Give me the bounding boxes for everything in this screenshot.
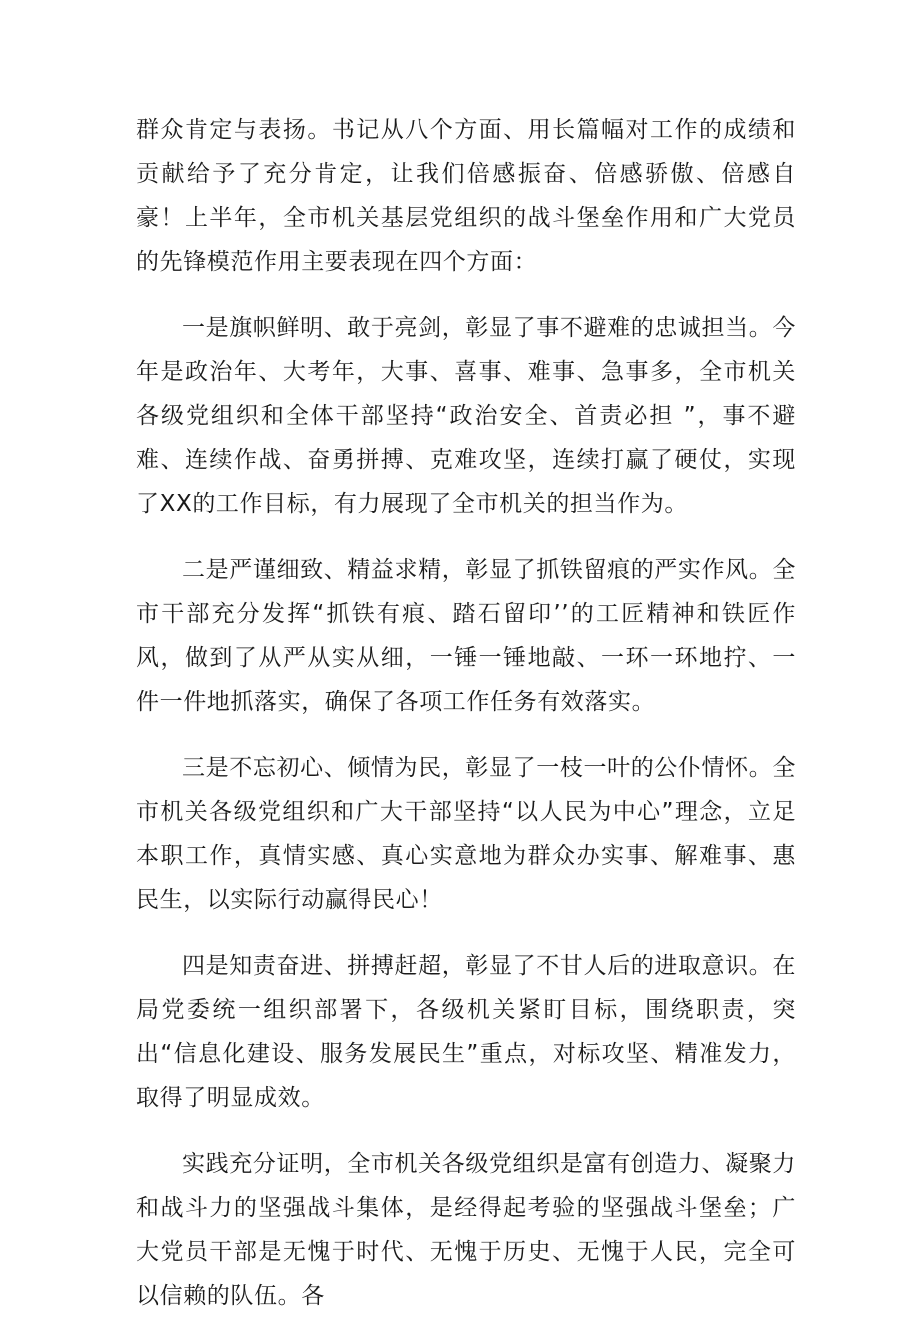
paragraph-point-one: 一是旗帜鲜明、敢于亮剑，彰显了事不避难的忠诚担当。今年是政治年、大考年，大事、喜事、难事、急事多，全市机关各级党组织和全体干部坚持“政治安全、首责必担 ”，事不避难、连续作战、奋勇拼搏、克难攻坚，连续打赢了硬仗，实现了XX的工作目标，有力展现了全市机关的担当作为。 (136, 315, 796, 517)
paragraph-point-four: 四是知责奋进、拼搏赶超，彰显了不甘人后的进取意识。在局党委统一组织部署下，各级机关紧盯目标，围绕职责，突出“信息化建设、服务发展民生”重点，对标攻坚、精准发力，取得了明显成效。 (136, 953, 796, 1111)
paragraph-point-two: 二是严谨细致、精益求精，彰显了抓铁留痕的严实作风。全市干部充分发挥“抓铁有痕、踏石留印’’的工匠精神和铁匠作风，做到了从严从实从细，一锤一锤地敲、一环一环地拧、一件一件地抓落实，确保了各项工作任务有效落实。 (136, 557, 796, 715)
document-body (136, 108, 796, 1340)
paragraph-point-three: 三是不忘初心、倾情为民，彰显了一枝一叶的公仆情怀。全市机关各级党组织和广大干部坚持“以人民为中心”理念，立足本职工作，真情实感、真心实意地为群众办实事、解难事、惠民生，以实际行动赢得民心！ (136, 755, 796, 913)
paragraph-conclusion: 实践充分证明，全市机关各级党组织是富有创造力、凝聚力和战斗力的坚强战斗集体，是经得起考验的坚强战斗堡垒；广大党员干部是无愧于时代、无愧于历史、无愧于人民，完全可以信赖的队伍。各 (136, 1151, 796, 1309)
paragraph-continuation: 群众肯定与表扬。书记从八个方面、用长篇幅对工作的成绩和贡献给予了充分肯定，让我们倍感振奋、倍感骄傲、倍感自豪！上半年，全市机关基层党组织的战斗堡垒作用和广大党员的先锋模范作用主要表现在四个方面： (136, 117, 796, 275)
